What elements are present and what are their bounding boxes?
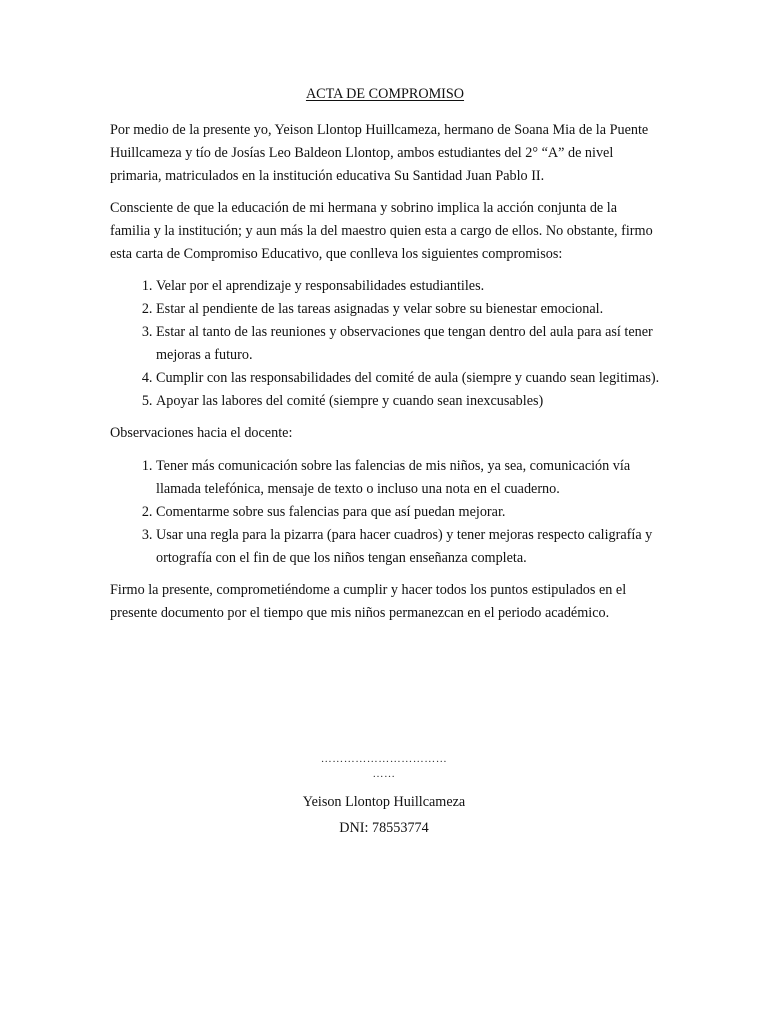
observations-list: [110, 455, 660, 570]
signer-name: Yeison Llontop Huillcameza: [302, 794, 466, 810]
commitment-item: 2. Estar al pendiente de las tareas asignadas y velar sobre su bienestar emocional.: [156, 298, 660, 321]
observation-item: 3. Usar una regla para la pizarra (para hacer cuadros) y tener mejoras respecto caligrafía y ortografía con el fin de que los niños tengan enseñanza completa.: [156, 524, 660, 570]
intro-paragraph: Por medio de la presente yo, Yeison Llontop Huillcameza, hermano de Soana Mia de la Puente Huillcameza y tío de Josías Leo Baldeon Llontop, ambos estudiantes del 2° “A” de nivel primaria, matriculados en la institución educativa Su Santidad Juan Pablo II.: [110, 122, 649, 184]
document-title: ACTA DE COMPROMISO: [305, 86, 465, 102]
signature-block: [0, 752, 768, 841]
signer-dni: DNI: 78553774: [339, 820, 429, 836]
observation-item: 1. Tener más comunicación sobre las falencias de mis niños, ya sea, comunicación vía llamada telefónica, mensaje de texto o incluso una nota en el cuaderno.: [156, 455, 660, 501]
observations-label: Observaciones hacia el docente:: [110, 425, 293, 441]
signature-dotted-line: ……………………………: [320, 753, 448, 765]
commitment-item: 1. Velar por el aprendizaje y responsabilidades estudiantiles.: [156, 275, 660, 298]
commitment-item: 3. Estar al tanto de las reuniones y observaciones que tengan dentro del aula para así tener mejoras a futuro.: [156, 321, 660, 367]
observation-item: 2. Comentarme sobre sus falencias para que así puedan mejorar.: [156, 501, 660, 524]
commitment-item: 5. Apoyar las labores del comité (siempre y cuando sean inexcusables): [156, 390, 660, 413]
commitment-item: 4. Cumplir con las responsabilidades del comité de aula (siempre y cuando sean legitimas).: [156, 367, 660, 390]
commitments-list: [110, 275, 660, 413]
context-paragraph: Consciente de que la educación de mi hermana y sobrino implica la acción conjunta de la familia y la institución; y aun más la del maestro quien esta a cargo de ellos. No obstante, firmo esta carta de Compromiso Educativo, que conlleva los siguientes compromisos:: [110, 200, 653, 262]
closing-paragraph: Firmo la presente, comprometiéndome a cumplir y hacer todos los puntos estipulados en el presente documento por el tiempo que mis niños permanezcan en el periodo académico.: [110, 582, 627, 621]
signature-dotted-line-continuation: ……: [372, 768, 396, 780]
